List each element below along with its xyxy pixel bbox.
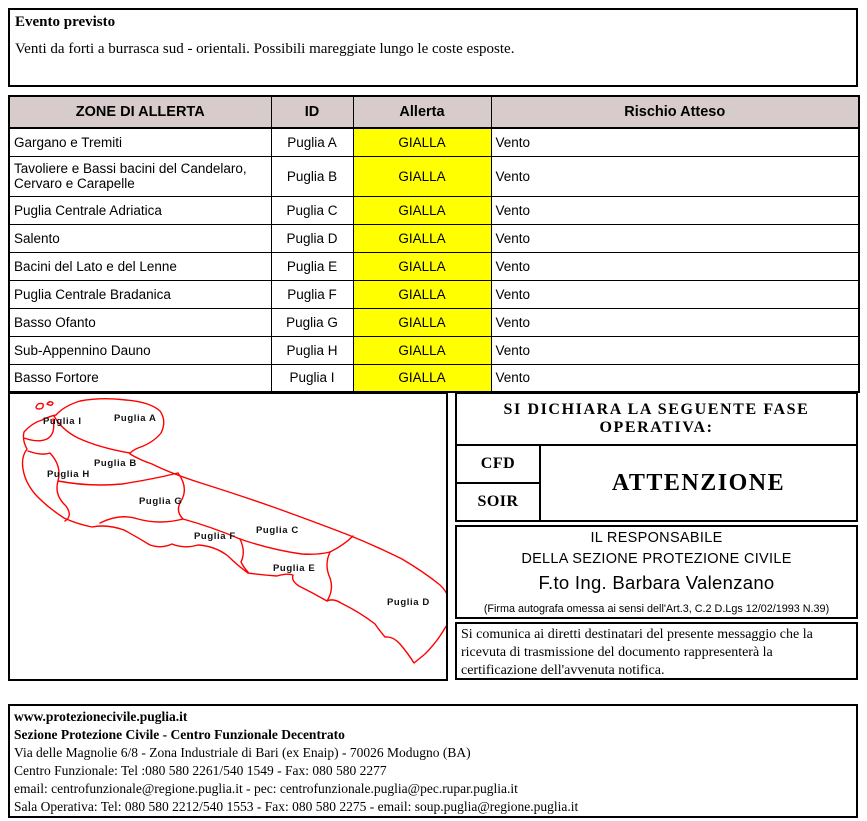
fase-operativa-org-column [457,446,541,520]
zone-name: Sub-Appennino Dauno [9,336,271,364]
map-label-puglia-c: Puglia C [256,525,299,536]
table-row [9,336,859,364]
zone-id: Puglia F [271,280,353,308]
rischio-atteso: Vento [491,308,859,336]
zone-id: Puglia G [271,308,353,336]
allerta-level-badge: GIALLA [353,252,491,280]
table-row [9,252,859,280]
zone-id: Puglia B [271,156,353,196]
fase-operativa-value: ATTENZIONE [611,469,786,496]
zone-name: Tavoliere e Bassi bacini del Candelaro, Cervaro e Carapelle [9,156,271,196]
fase-operativa-declaration: SI DICHIARA LA SEGUENTE FASE OPERATIVA: [455,392,858,446]
column-header-rischio: Rischio Atteso [491,96,859,128]
map-border-dauno [28,451,69,521]
alert-zones-section [8,95,858,393]
map-border-lato-salento [327,552,331,601]
table-row [9,364,859,392]
footer-email-pec: email: centrofunzionale@regione.puglia.it - pec: centrofunzionale.puglia@pec.rupar.puglia.it [14,781,518,796]
map-svg [10,394,446,679]
puglia-zones-map [8,392,448,681]
rischio-atteso: Vento [491,224,859,252]
column-header-allerta: Allerta [353,96,491,128]
map-label-puglia-d: Puglia D [387,597,430,608]
rischio-atteso: Vento [491,128,859,156]
allerta-level-badge: GIALLA [353,336,491,364]
rischio-atteso: Vento [491,364,859,392]
map-border-adriatica-salento [330,536,353,552]
map-label-puglia-f: Puglia F [194,531,236,542]
zone-id: Puglia E [271,252,353,280]
table-row [9,156,859,196]
fase-operativa-panel [455,392,858,681]
column-header-id: ID [271,96,353,128]
rischio-atteso: Vento [491,196,859,224]
zone-id: Puglia C [271,196,353,224]
map-label-puglia-h: Puglia H [47,469,90,480]
rischio-atteso: Vento [491,156,859,196]
footer-centro-funzionale-phone: Centro Funzionale: Tel :080 580 2261/540 1549 - Fax: 080 580 2277 [14,763,387,778]
allerta-level-badge: GIALLA [353,156,491,196]
map-label-puglia-g: Puglia G [139,496,183,507]
responsabile-title: IL RESPONSABILE [590,529,723,546]
zone-name: Puglia Centrale Adriatica [9,196,271,224]
rischio-atteso: Vento [491,336,859,364]
footer-sala-operativa: Sala Operativa: Tel: 080 580 2212/540 1553 - Fax: 080 580 2275 - email: soup.puglia@regione.puglia.it [14,799,579,814]
allerta-level-badge: GIALLA [353,128,491,156]
map-label-puglia-b: Puglia B [94,458,137,469]
alert-zones-table [8,95,860,393]
evento-title: Evento previsto [15,14,116,30]
responsabile-subtitle: DELLA SEZIONE PROTEZIONE CIVILE [521,550,792,567]
firma-note: (Firma autografa omessa ai sensi dell'Art.3, C.2 D.Lgs 12/02/1993 N.39) [483,602,830,615]
map-tremiti-islands [36,402,53,409]
map-border-ofanto-sud [100,517,183,523]
footer-contact-box [8,704,858,818]
allerta-level-badge: GIALLA [353,308,491,336]
zone-id: Puglia I [271,364,353,392]
zone-id: Puglia D [271,224,353,252]
allerta-level-badge: GIALLA [353,280,491,308]
footer-org-name: Sezione Protezione Civile - Centro Funzionale Decentrato [14,727,345,742]
zone-name: Basso Ofanto [9,308,271,336]
map-label-puglia-e: Puglia E [273,563,316,574]
evento-description: Venti da forti a burrasca sud - orientali. Possibili mareggiate lungo le coste esposte. [15,41,515,57]
table-row [9,196,859,224]
map-label-puglia-i: Puglia I [43,416,82,427]
zone-name: Puglia Centrale Bradanica [9,280,271,308]
zone-name: Bacini del Lato e del Lenne [9,252,271,280]
evento-previsto-section [8,8,858,87]
table-row [9,308,859,336]
rischio-atteso: Vento [491,280,859,308]
table-row [9,280,859,308]
footer-address: Via delle Magnolie 6/8 - Zona Industriale di Bari (ex Enaip) - 70026 Modugno (BA) [14,745,471,760]
notifica-box: Si comunica ai diretti destinatari del presente messaggio che la ricevuta di trasmissione del documento rappresenterà la certificazione dell'avvenuta notifica. [455,622,858,680]
rischio-atteso: Vento [491,252,859,280]
responsabile-name: F.to Ing. Barbara Valenzano [538,571,775,593]
zone-name: Gargano e Tremiti [9,128,271,156]
zone-name: Salento [9,224,271,252]
table-header-row [9,96,859,128]
fase-operativa-table [455,444,858,522]
map-border-adriatica-lato [240,539,330,554]
table-row [9,128,859,156]
column-header-zone: ZONE DI ALLERTA [9,96,271,128]
responsabile-box [455,525,858,619]
zone-name: Basso Fortore [9,364,271,392]
soir-label: SOIR [477,493,519,510]
allerta-level-badge: GIALLA [353,196,491,224]
table-row [9,224,859,252]
footer-website: www.protezionecivile.puglia.it [14,709,188,724]
allerta-level-badge: GIALLA [353,364,491,392]
allerta-level-badge: GIALLA [353,224,491,252]
zone-id: Puglia H [271,336,353,364]
cfd-label: CFD [457,446,539,484]
map-label-puglia-a: Puglia A [114,413,157,424]
zone-id: Puglia A [271,128,353,156]
